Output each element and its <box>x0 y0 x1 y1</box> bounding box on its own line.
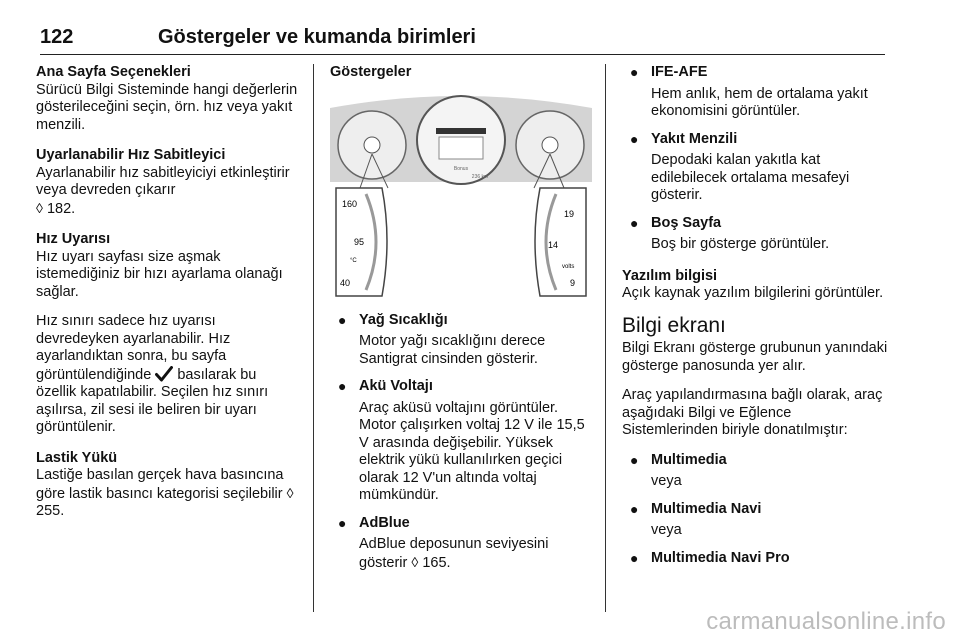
column-divider <box>605 64 606 612</box>
section-title: Uyarlanabilir Hız Sabitleyici <box>36 147 226 163</box>
list-item: ● Multimedia Navi veya <box>630 500 762 538</box>
section-software-info <box>622 268 890 303</box>
page-number: 122 <box>40 26 74 48</box>
section-title: Hız Uyarısı <box>36 231 111 247</box>
page-header <box>40 24 885 55</box>
range-label: 236 km <box>471 173 489 180</box>
gauge-left-bottom: 40 <box>340 277 351 288</box>
ref-symbol: ◊ <box>36 199 43 216</box>
infotainment-list <box>622 452 890 568</box>
chapter-title: Göstergeler ve kumanda birimleri <box>158 26 476 48</box>
paragraph: Araç yapılandırmasına bağlı olarak, araç aşağıdaki Bilgi ve Eğlence Sistemlerinden biriyle donatılmıştır: <box>622 387 883 438</box>
list-item: ● Yakıt Menzili Depodaki kalan yakıtla kat edilebilecek ortalama mesafeyi gösterir. <box>630 130 850 203</box>
ref-symbol: ◊ <box>286 484 294 501</box>
gauge-left-unit: °C <box>350 257 357 264</box>
section-title: Lastik Yükü <box>36 449 118 466</box>
list-item: ● Multimedia Navi Pro <box>630 549 790 566</box>
section-body: Hız sınırı sadece hız uyarısı devredeyken ayarlanabilir. Hız ayarlandıktan sonra, bu sayfa görüntülendiğinde basılarak bu özellik kapatılabilir. Seçilen hız sınırı aşılırsa, zil sesi ile beliren bir uyarı görüntülenir. <box>36 313 269 435</box>
odo-label: Bonus <box>453 165 469 172</box>
section-body: Sürücü Bilgi Sisteminde hangi değerlerin gösterileceğini seçin, örn. hız veya yakıt menzili. <box>36 81 298 133</box>
section-body: Açık kaynak yazılım bilgilerini görüntüler. <box>622 285 884 301</box>
gauge-right-mid: 14 <box>548 239 559 250</box>
paragraph: Bilgi Ekranı gösterge grubunun yanındaki gösterge panosunda yer alır. <box>622 340 888 374</box>
section-title: Göstergeler <box>330 64 412 80</box>
page-reference[interactable]: 165. <box>422 554 451 571</box>
list-item: ● IFE-AFE Hem anlık, hem de ortalama yakıt ekonomisini görüntüler. <box>630 64 868 119</box>
page-list <box>622 64 890 254</box>
list-item: ● Yağ Sıcaklığı Motor yağı sıcaklığını derece Santigrat cinsinden gösterir. <box>338 311 546 367</box>
section-body: Hız uyarı sayfası size aşmak istemediğiniz bir hızı ayarlama olanağı sağlar. <box>36 248 283 300</box>
section-heading: Bilgi ekranı <box>622 313 726 337</box>
column-right <box>622 64 890 577</box>
gauge-list <box>330 312 592 573</box>
list-item: ● Multimedia veya <box>630 451 727 489</box>
section-speed-warning <box>36 231 298 437</box>
section-body: Lastiğe basılan gerçek hava basıncına göre lastik basıncı kategorisi seçilebilir ◊ 255. <box>36 467 294 519</box>
page-reference[interactable]: 182. <box>46 200 76 217</box>
list-item: ● AdBlue AdBlue deposunun seviyesini gösterir ◊ 165. <box>338 514 549 571</box>
section-title: Yazılım bilgisi <box>622 267 718 284</box>
section-adaptive-cruise <box>36 147 298 218</box>
list-item: ● Boş Sayfa Boş bir gösterge görüntüler. <box>630 214 830 252</box>
column-divider <box>313 64 314 612</box>
section-tire-load <box>36 450 298 521</box>
checkmark-icon <box>155 366 173 382</box>
section-home-options <box>36 64 298 134</box>
gauge-right-top: 19 <box>564 208 575 219</box>
ref-symbol: ◊ <box>411 553 419 570</box>
gauge-left-top: 160 <box>342 198 358 209</box>
section-title: Ana Sayfa Seçenekleri <box>36 64 191 80</box>
column-left <box>36 64 298 534</box>
gauge-right-bottom: 9 <box>570 277 576 288</box>
column-middle <box>330 64 592 582</box>
page-reference[interactable]: 255. <box>36 503 65 519</box>
list-item: ● Akü Voltajı Araç aküsü voltajını görüntüler. Motor çalışırken voltaj 12 V ile 15,5 V arasında değişebilir. Yüksek elektrik yükü kullanılırken geçici olarak 12 V'un altında voltaj mümkündür. <box>338 378 585 503</box>
watermark: carmanualsonline.info <box>706 608 946 635</box>
gauge-left-mid: 95 <box>354 236 365 247</box>
gauge-right-volts: volts <box>562 263 575 270</box>
instrument-cluster-illustration <box>330 90 592 298</box>
section-body: Ayarlanabilir hız sabitleyiciyi etkinleştirir veya devreden çıkarır ◊ 182. <box>36 164 290 217</box>
